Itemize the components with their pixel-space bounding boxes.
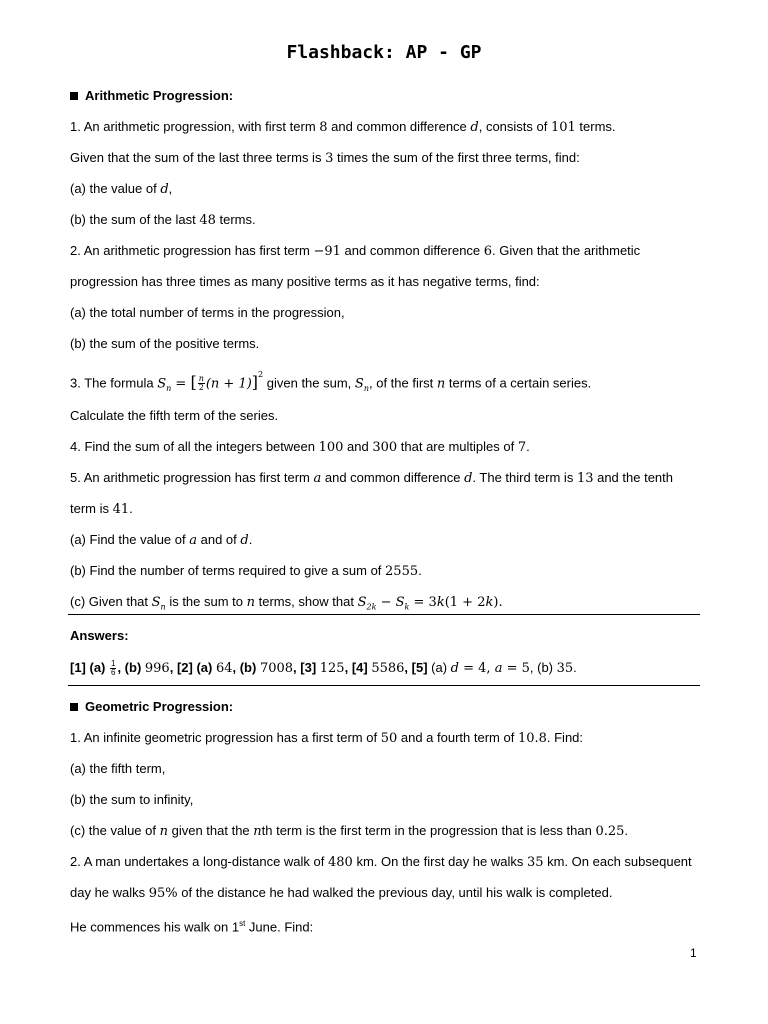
ap-q2-part-b: (b) the sum of the positive terms.	[70, 336, 260, 351]
gp-q1-part-c: (c) the value of n given that the nth term is the first term in the progression that is less than 0.25.	[70, 823, 629, 839]
ap-q5-line2: term is 41.	[70, 501, 133, 517]
ap-q2-line1: 2. An arithmetic progression has first term −91 and common difference 6. Given that the arithmetic	[70, 243, 641, 259]
fraction: $\frac{n}{2}$	[198, 374, 204, 393]
ap-q2-line2: progression has three times as many positive terms as it has negative terms, find:	[70, 274, 540, 289]
square-bullet-icon	[70, 92, 78, 100]
ap-q3-line1: 3. The formula $S_n$ = [ $\frac{n}{2}$ (n + 1)]$^2$ given the sum, $S_n$, of the first n terms of a certain series.	[70, 370, 592, 393]
ap-q5-part-c: (c) Given that $S_n$ is the sum to n terms, show that $S_{2k} - S_k = 3k(1 + 2k)$.	[70, 594, 503, 612]
page-number: 1	[690, 946, 697, 960]
ap-q4: 4. Find the sum of all the integers between 100 and 300 that are multiples of 7.	[70, 439, 530, 455]
page-title: Flashback: AP - GP	[286, 42, 482, 63]
fraction: $\frac{1}{6}$	[111, 659, 116, 678]
answers-label: Answers:	[70, 628, 129, 643]
ap-q3-line2: Calculate the fifth term of the series.	[70, 408, 279, 423]
gp-q2-line2: day he walks 95% of the distance he had walked the previous day, until his walk is completed.	[70, 885, 613, 901]
ap-heading: Arithmetic Progression:	[70, 86, 233, 106]
divider-bottom	[68, 685, 700, 686]
ap-q5-part-a: (a) Find the value of a and of d.	[70, 532, 253, 548]
gp-q1-line1: 1. An infinite geometric progression has a first term of 50 and a fourth term of 10.8. Find:	[70, 730, 584, 746]
gp-q2-line1: 2. A man undertakes a long-distance walk of 480 km. On the first day he walks 35 km. On each subsequent	[70, 854, 692, 870]
ap-q5-line1: 5. An arithmetic progression has first term a and common difference d. The third term is 13 and the tenth	[70, 470, 673, 486]
ap-q1-line2: Given that the sum of the last three terms is 3 times the sum of the first three terms, find:	[70, 150, 580, 166]
ap-q5-part-b: (b) Find the number of terms required to give a sum of 2555.	[70, 563, 422, 579]
square-bullet-icon	[70, 703, 78, 711]
gp-q1-part-a: (a) the fifth term,	[70, 761, 166, 776]
divider-top	[68, 614, 700, 615]
answers-line: [1] (a) $\frac{1}{6}$ , (b) 996, [2] (a) 64, (b) 7008, [3] 125, [4] 5586, [5] (a) d = 4, a = 5, (b) 35.	[70, 659, 577, 678]
ap-q1-line1: 1. An arithmetic progression, with first term 8 and common difference d, consists of 101 terms.	[70, 119, 616, 135]
ap-q1-part-a: (a) the value of d,	[70, 181, 173, 197]
ap-q2-part-a: (a) the total number of terms in the progression,	[70, 305, 345, 320]
gp-q1-part-b: (b) the sum to infinity,	[70, 792, 194, 807]
gp-heading: Geometric Progression:	[70, 697, 233, 717]
gp-q2-line3: He commences his walk on 1st June. Find:	[70, 919, 314, 935]
ap-q1-part-b: (b) the sum of the last 48 terms.	[70, 212, 256, 228]
